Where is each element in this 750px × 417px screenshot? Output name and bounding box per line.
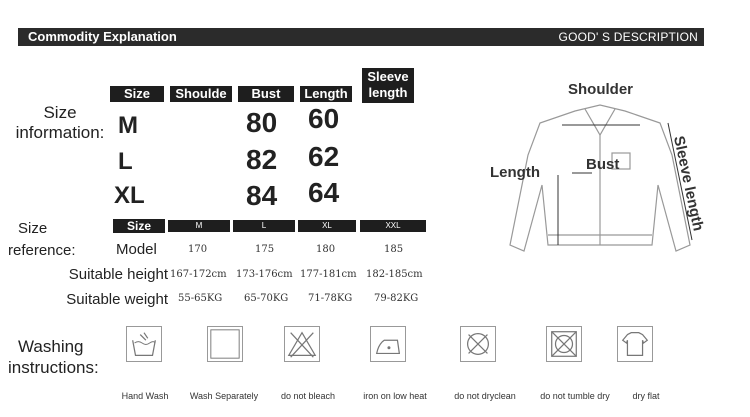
size-ref-header: Size	[113, 219, 165, 233]
weight-label: Suitable weight	[66, 291, 168, 308]
weight-xl: 71-78KG	[308, 293, 353, 304]
header-bar	[18, 28, 704, 46]
size-row-m: M	[118, 112, 138, 139]
label-hand-wash: Hand Wash	[121, 391, 169, 401]
hand-wash-icon	[126, 326, 162, 362]
header-right-title: GOOD' S DESCRIPTION	[558, 30, 698, 44]
label-iron-low: iron on low heat	[363, 391, 427, 401]
bust-m: 80	[246, 107, 278, 138]
weight-l: 65-70KG	[244, 293, 289, 304]
dry-flat-icon	[617, 326, 653, 362]
size-row-xl: XL	[114, 182, 145, 209]
bust-xl: 84	[246, 180, 278, 211]
ref-size-l: L	[233, 220, 295, 232]
height-xxl: 182-185cm	[366, 269, 423, 280]
label-no-bleach: do not bleach	[280, 391, 336, 401]
ref-size-xxl: XXL	[360, 220, 426, 232]
shoulder-label: Shoulder	[568, 81, 634, 98]
height-m: 167-172cm	[170, 269, 227, 280]
iron-low-icon	[370, 326, 406, 362]
height-label: Suitable height	[68, 266, 168, 283]
size-row-l: L	[118, 148, 133, 175]
size-info-label: Size information:	[15, 103, 105, 142]
length-label: Length	[490, 164, 540, 181]
length-l: 62	[308, 141, 340, 172]
no-dryclean-icon	[460, 326, 496, 362]
sleeve-length-label: Sleeve length	[669, 134, 707, 233]
height-xl: 177-181cm	[300, 269, 357, 280]
col-size-header: Size	[110, 86, 164, 102]
length-m: 60	[308, 103, 340, 134]
ref-size-m: M	[168, 220, 230, 232]
model-label: Model	[116, 241, 157, 258]
col-sleeve-header: Sleeve length	[362, 68, 414, 103]
height-l: 173-176cm	[236, 269, 293, 280]
weight-m: 55-65KG	[178, 293, 223, 304]
col-bust-header: Bust	[238, 86, 294, 102]
label-no-tumble-dry: do not tumble dry	[540, 391, 610, 401]
model-l: 175	[255, 244, 275, 255]
label-wash-separately: Wash Separately	[189, 391, 259, 401]
model-m: 170	[188, 244, 208, 255]
no-bleach-icon	[284, 326, 320, 362]
bust-label: Bust	[586, 156, 620, 173]
bust-l: 82	[246, 144, 278, 175]
size-ref-label: Size reference:	[8, 220, 76, 259]
col-length-header: Length	[300, 86, 352, 102]
model-xxl: 185	[384, 244, 404, 255]
model-xl: 180	[316, 244, 336, 255]
washing-label: Washing instructions:	[8, 337, 99, 377]
label-no-dryclean: do not dryclean	[454, 391, 516, 401]
ref-size-xl: XL	[298, 220, 356, 232]
weight-xxl: 79-82KG	[374, 293, 419, 304]
header-left-title: Commodity Explanation	[28, 29, 177, 44]
wash-separately-icon	[207, 326, 243, 362]
col-shoulder-header: Shoulde	[170, 86, 232, 102]
no-tumble-dry-icon	[546, 326, 582, 362]
length-xl: 64	[308, 177, 340, 208]
label-dry-flat: dry flat	[632, 391, 660, 401]
